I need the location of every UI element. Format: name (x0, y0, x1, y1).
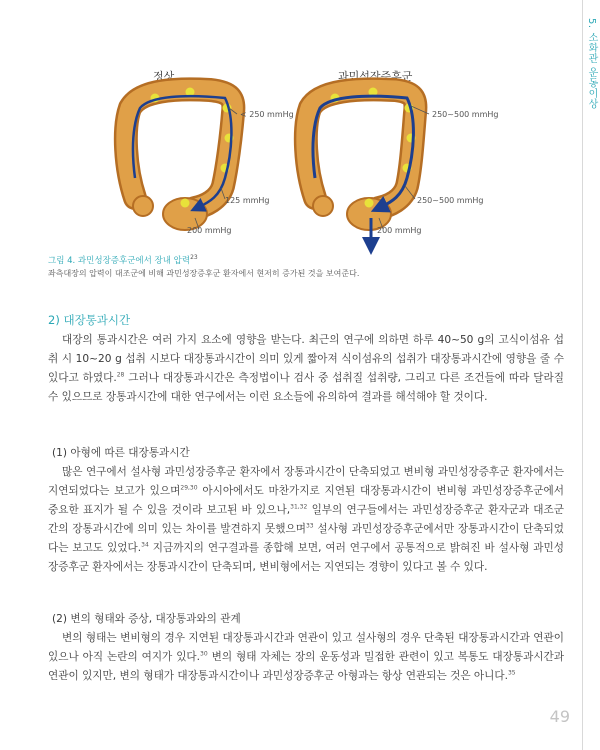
paragraph-subtype-transit (48, 463, 564, 577)
subsection-heading-subtype: (1) 아형에 따른 대장통과시간 (52, 447, 190, 459)
citation: 29,30 (180, 484, 198, 492)
citation: 35 (507, 669, 516, 677)
chapter-label: 5. 소화관 운동이상 (586, 18, 597, 110)
para3-text-1: 변의 형태는 변비형의 경우 지연된 대장통과시간과 연관이 있고 설사형의 경우 단축된 대장통과시간과 연관이 있으나 아직 논란의 여지가 있다. (48, 632, 564, 663)
figure-caption-title: 그림 4. 과민성장증후군에서 장내 압력 (48, 256, 191, 266)
chapter-side-tab (582, 0, 600, 750)
ibs-label-2: 250~500 mmHg (417, 196, 484, 205)
para2-text-5: 지금까지의 연구결과를 종합해 보면, 여러 연구에서 공통적으로 밝혀진 바 설사형 과민성장증후군 환자에서는 장통과시간이 단축되며, 변비형에서는 지연되는 경향이 있다고 볼 수 있다. (48, 542, 564, 573)
citation: 30 (200, 650, 208, 658)
normal-label-2: 125 mmHg (225, 196, 270, 205)
side-divider (582, 0, 583, 750)
para2-text-1: 많은 연구에서 설사형 과민성장증후군 환자에서 장통과시간이 단축되었고 변비형 과민성장증후군 환자에서는 지연되었다는 보고가 있으며 (48, 466, 564, 497)
section-heading: 2) 대장통과시간 (48, 313, 131, 327)
colon-illustration (95, 68, 525, 258)
para2-text-4: 설사형 과민성장증후군에서만 장통과시간이 단축되었다는 보고도 있었다. (48, 523, 564, 554)
para1-text-2: 그러나 대장통과시간은 측정법이나 검사 중 섭취질 섭취량, 그리고 다른 조건들에 따라 달라질 수 있으므로 장통과시간에 대한 연구에서는 이런 요소들에 유의하여 결과를 해석해야 할 것이다. (48, 372, 564, 403)
citation: 28 (116, 371, 125, 379)
citation: 31,32 (290, 503, 308, 511)
para2-text-3: 일부의 연구들에서는 과민성장증후군 환자군과 대조군 간의 장통과시간에 의미 있는 차이를 발견하지 못했으며 (48, 504, 564, 535)
normal-label-3: 200 mmHg (187, 226, 232, 235)
paragraph-stool-form (48, 629, 564, 686)
ibs-label-3: 200 mmHg (377, 226, 422, 235)
normal-colon (126, 88, 234, 231)
ibs-colon (306, 88, 416, 247)
figure-subcaption: 좌측대장의 압력이 대조군에 비해 과민성장증후군 환자에서 현저히 증가된 것을 보여준다. (48, 269, 360, 278)
subsection-heading-stool-form: (2) 변의 형태와 증상, 대장통과와의 관계 (52, 613, 241, 625)
ibs-title: 과민성장증후군 (338, 70, 413, 83)
para3-text-2: 변의 형태 자체는 장의 운동성과 밀접한 관련이 있고 복통도 대장통과시간과 연관이 있지만, 변의 형태가 대장통과시간이나 과민성장증후군 아형과는 항상 연관되는 것은 아니다. (48, 651, 565, 682)
citation: 33 (305, 522, 314, 530)
citation: 34 (141, 541, 149, 549)
page-number: 49 (549, 707, 570, 726)
figure-caption (48, 254, 198, 266)
para1-text-1: 대장의 통과시간은 여러 가지 요소에 영향을 받는다. 최근의 연구에 의하면 하루 40~50 g의 고식이섬유 섭취 시 10~20 g 섭취 시보다 대장통과시간이 의미 있게 짧아져 식이섬유의 섭취가 대장통과시간에 영향을 줄 수 있다고 하였다. (48, 334, 564, 384)
ibs-label-1: 250~500 mmHg (432, 110, 499, 119)
paragraph-transit-factors (48, 331, 564, 407)
normal-title: 정상 (153, 70, 175, 83)
figure-caption-ref: 23 (190, 254, 198, 262)
para2-text-2: 아시아에서도 마찬가지로 지연된 대장통과시간이 변비형 과민성장증후군에서 중요한 표지가 될 수 있을 것이라 보고된 바 있으나, (48, 485, 564, 516)
normal-label-1: < 250 mmHg (240, 110, 294, 119)
colon-pressure-figure (95, 68, 525, 258)
